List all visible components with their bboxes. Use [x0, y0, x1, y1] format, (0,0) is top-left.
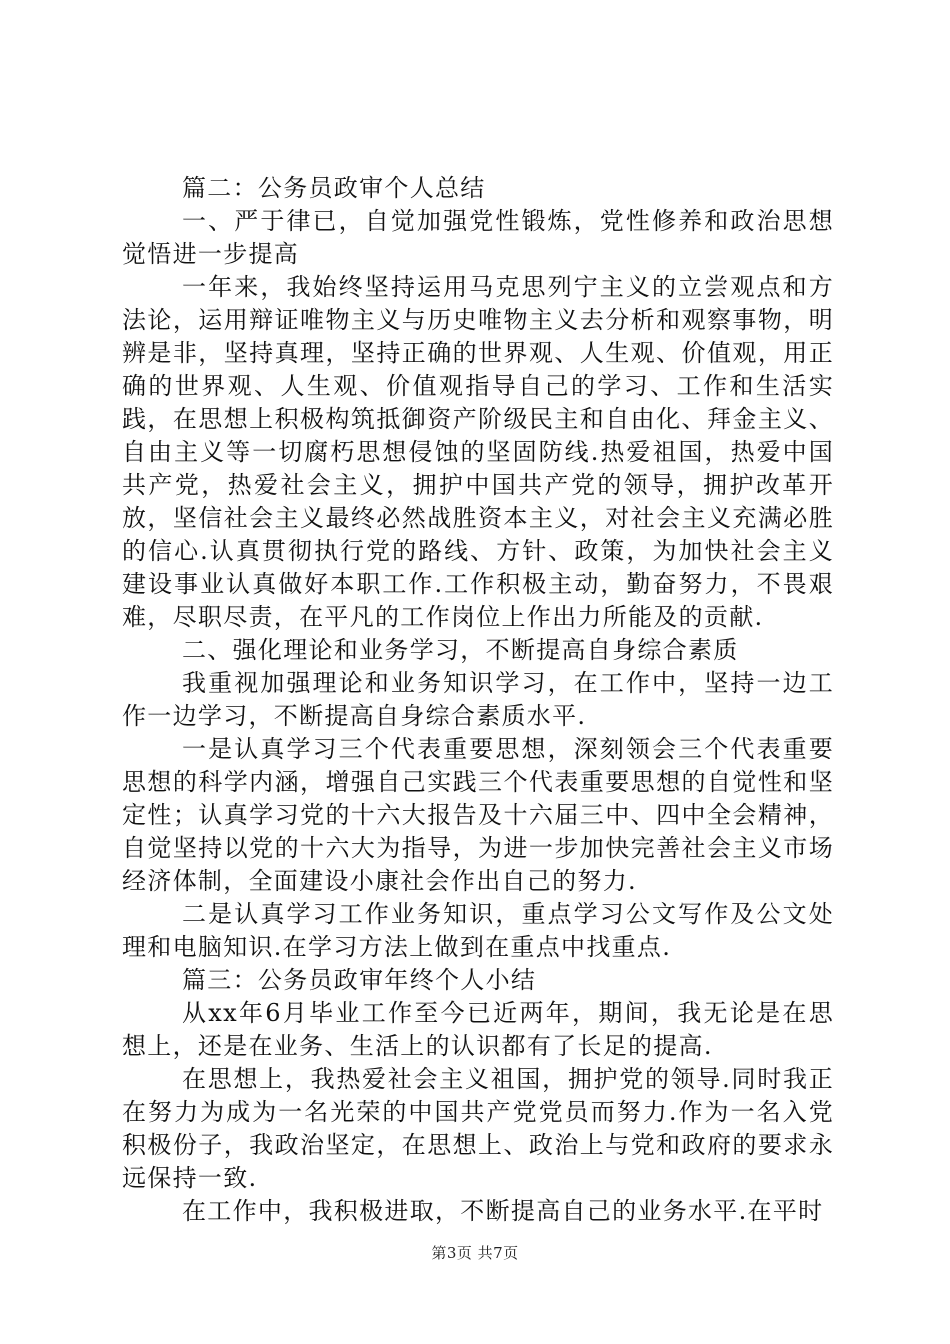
body-paragraph: 一是认真学习三个代表重要思想，深刻领会三个代表重要思想的科学内涵，增强自己实践三个代表重要思想的自觉性和坚定性；认真学习党的十六大报告及十六届三中、四中全会精神，自觉坚持以党的十六大为指导，为进一步加快完善社会主义市场经济体制，全面建设小康社会作出自己的努力.: [122, 735, 834, 895]
section-title-2: 篇二：公务员政审个人总结: [182, 174, 486, 202]
body-paragraph: 一年来，我始终坚持运用马克思列宁主义的立尝观点和方法论，运用辩证唯物主义与历史唯物主义去分析和观察事物，明辨是非，坚持真理，坚持正确的世界观、人生观、价值观，用正确的世界观、人生观、价值观指导自己的学习、工作和生活实践，在思想上积极构筑抵御资产阶级民主和自由化、拜金主义、自由主义等一切腐朽思想侵蚀的坚固防线.热爱祖国，热爱中国共产党，热爱社会主义，拥护中国共产党的领导，拥护改革开放，坚信社会主义最终必然战胜资本主义，对社会主义充满必胜的信心.认真贯彻执行党的路线、方针、政策，为加快社会主义建设事业认真做好本职工作.工作积极主动，勤奋努力，不畏艰难，尽职尽责，在平凡的工作岗位上作出力所能及的贡献.: [122, 273, 834, 631]
body-paragraph: 从xx年6月毕业工作至今已近两年，期间，我无论是在思想上，还是在业务、生活上的认识都有了长足的提高.: [122, 999, 834, 1060]
subheading-1: 一、严于律已，自觉加强党性锻炼，党性修养和政治思想觉悟进一步提高: [122, 207, 834, 268]
page-number-footer: 第3页 共7页: [431, 1244, 519, 1262]
body-paragraph: 在工作中，我积极进取，不断提高自己的业务水平.在平时: [182, 1197, 824, 1225]
document-body: [122, 172, 834, 1228]
body-paragraph: 二是认真学习工作业务知识，重点学习公文写作及公文处理和电脑知识.在学习方法上做到在重点中找重点.: [122, 900, 834, 961]
subheading-2: 二、强化理论和业务学习，不断提高自身综合素质: [182, 636, 739, 664]
section-title-3: 篇三：公务员政审年终个人小结: [182, 966, 537, 994]
body-paragraph: 我重视加强理论和业务知识学习，在工作中，坚持一边工作一边学习，不断提高自身综合素质水平.: [122, 669, 834, 730]
body-paragraph: 在思想上，我热爱社会主义祖国，拥护党的领导.同时我正在努力为成为一名光荣的中国共产党党员而努力.作为一名入党积极份子，我政治坚定，在思想上、政治上与党和政府的要求永远保持一致.: [122, 1065, 834, 1192]
